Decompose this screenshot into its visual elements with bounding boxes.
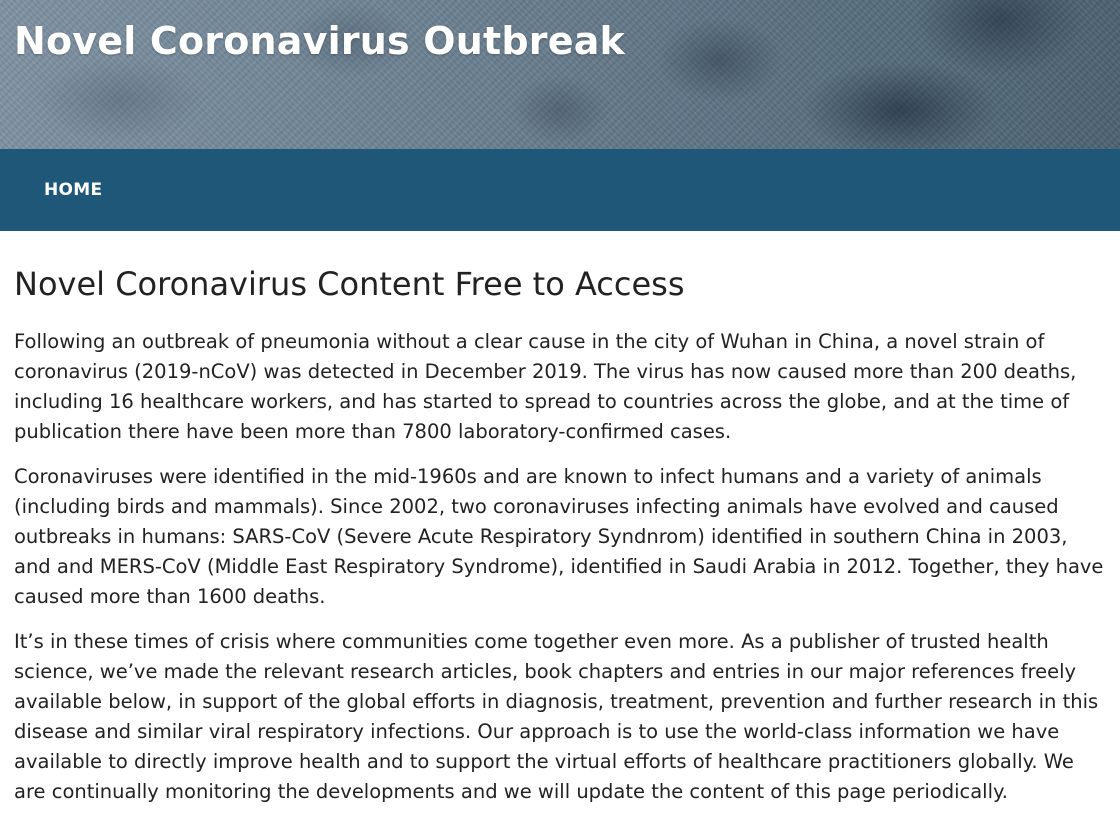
header-banner xyxy=(0,0,1120,149)
main-content xyxy=(0,264,1120,807)
intro-paragraph: Following an outbreak of pneumonia without a clear cause in the city of Wuhan in China, a novel strain of coronavirus (2019-nCoV) was detected in December 2019. The virus has now caused more than 200 deaths, including 16 healthcare workers, and has started to spread to countries across the globe, and at the time of publication there have been more than 7800 laboratory-confirmed cases. xyxy=(14,330,1077,443)
background-paragraph: Coronaviruses were identified in the mid-1960s and are known to infect humans and a variety of animals (including birds and mammals). Since 2002, two coronaviruses infecting animals have evolved and caused outbreaks in humans: SARS-CoV (Severe Acute Respiratory Syndnrom) identified in southern China in 2003, and and MERS-CoV (Middle East Respiratory Syndrome), identified in Saudi Arabia in 2012. Together, they have caused more than 1600 deaths. xyxy=(14,465,1104,608)
page-title: Novel Coronavirus Content Free to Access xyxy=(14,265,685,303)
nav-home-link[interactable]: HOME xyxy=(44,180,103,200)
site-title: Novel Coronavirus Outbreak xyxy=(14,19,626,63)
main-navigation xyxy=(0,149,1120,231)
publisher-statement-paragraph: It’s in these times of crisis where communities come together even more. As a publisher of trusted health science, we’ve made the relevant research articles, book chapters and entries in our major references freely available below, in support of the global efforts in diagnosis, treatment, prevention and further research in this disease and similar viral respiratory infections. Our approach is to use the world-class information we have available to directly improve health and to support the virtual efforts of healthcare practitioners globally. We are continually monitoring the developments and we will update the content of this page periodically. xyxy=(14,630,1099,803)
